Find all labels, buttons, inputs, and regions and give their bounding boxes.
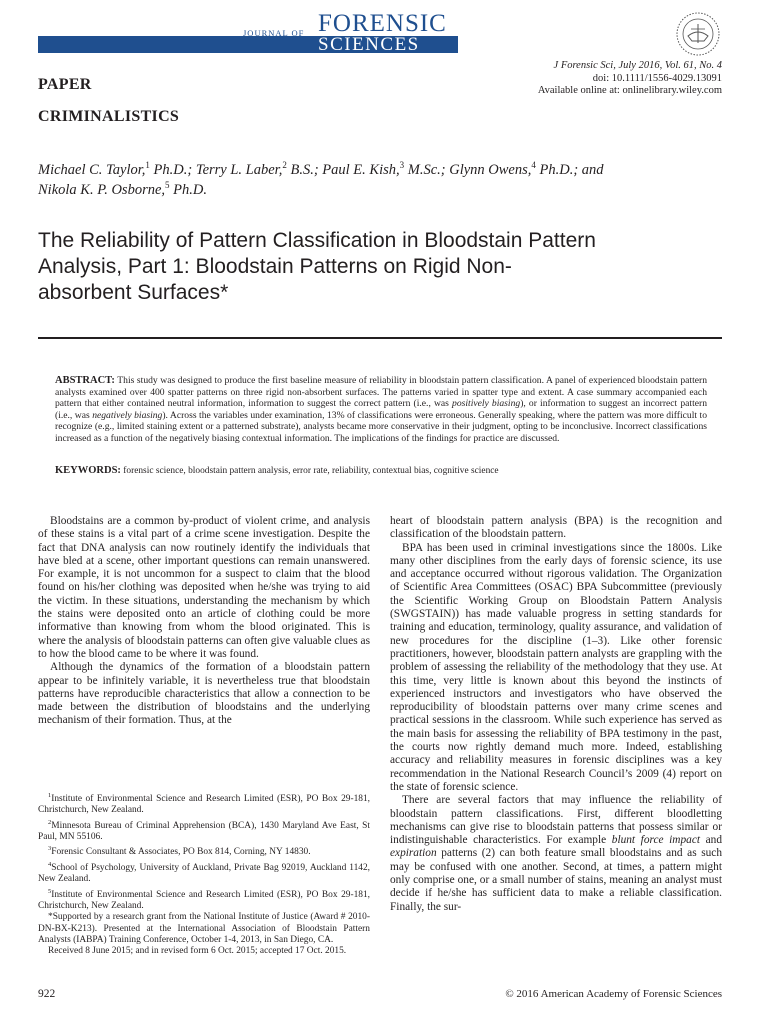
author-name: Glynn Owens, <box>449 162 532 178</box>
abstract-text: This study was designed to produce the first baseline measure of reliability in bloodstain pattern classification. A panel of experienced bloodstain pattern analysts examined over 400 spatter patterns on three rigid non-absorbent surfaces. The patterns varied in spatter type and extent. A case summary accompanied each pattern that either contained neutral information, information to suggest the correct pattern (i.e., was <box>55 375 707 410</box>
footnote-funding: *Supported by a research grant from the National Institute of Justice (Award # 2010-DN-BX-K213). Presented at the International Association of Bloodstain Pattern Analysts (IABPA) Training Conference, October 1-4, 2013, in San Diego, CA. <box>38 912 370 945</box>
author-name: Paul E. Kish, <box>322 162 400 178</box>
journal-name-prefix: JOURNAL OF <box>243 28 305 38</box>
abstract-emphasis: positively biasing <box>452 398 521 410</box>
footnote-text: Institute of Environmental Science and Research Limited (ESR), PO Box 29-181, Christchurch, New Zealand. <box>38 889 370 911</box>
online-availability: Available online at: onlinelibrary.wiley.com <box>537 85 722 96</box>
body-paragraph: BPA has been used in criminal investigations since the 1800s. Like many other disciplines from the early days of forensic science, its use and acceptance occurred without rigorous validation. The Organization of Scientific Area Committees (OSAC) BPA Subcommittee (previously the Scientific Working Group on Bloodstain Pattern Analysis (SWGSTAIN)) has made valuable progress in setting standards for training and education, terminology, quality assurance, and validation of new procedures for the discipline (1–3). Like other forensic practitioners, however, bloodstain pattern analysts are grappling with the problem of assessing the reliability of the methodology that they use. At this time, very little is known about this beyond the instincts of experienced instructors and investigators who have observed the reproducibility of bloodstain patterns over many crime scenes and practical sessions in the classroom. While such experience has served as the main basis for assessing the reliability of BPA testimony in the past, the courts now rightly demand much more. Indeed, establishing accuracy and reliability measures in forensic disciplines was a key recommendation in the National Research Council’s 2009 (4) report on the state of forensic science. <box>390 541 722 793</box>
author-degree: Ph.D.; and <box>535 162 604 178</box>
abstract-text: ). Across the variables under examination, 13% of classifications were erroneous. Generally speaking, where the pattern was more difficult to recognize (e.g., limited staining extent or a patterned substrate), analysts became more conservative in their judgment, opting to be inconclusive. Incorrect classifications increased as a function of the negatively biasing contextual information. The implications of the findings for practice are discussed. <box>55 409 707 444</box>
author-name: Terry L. Laber, <box>195 162 283 178</box>
footnote-text: School of Psychology, University of Auckland, Private Bag 92019, Auckland 1142, New Zealand. <box>38 862 370 885</box>
author-list <box>38 160 728 200</box>
body-column-left <box>38 515 370 728</box>
citation-text: J Forensic Sci, July 2016, Vol. 61, No. 4 <box>553 60 722 71</box>
author-name: Nikola K. P. Osborne, <box>38 182 166 198</box>
footnotes <box>38 790 370 957</box>
footnote-received: Received 8 June 2015; and in revised form 6 Oct. 2015; accepted 17 Oct. 2015. <box>48 946 347 957</box>
abstract <box>55 375 707 445</box>
footnote <box>38 886 370 913</box>
author-degree: M.Sc.; <box>404 162 450 178</box>
body-column-right <box>390 515 722 914</box>
author-affiliation-mark: 4 <box>531 160 536 171</box>
footnote <box>38 843 370 858</box>
title-divider <box>38 337 722 339</box>
footnote <box>38 817 370 844</box>
author-degree: B.S.; <box>286 162 323 178</box>
body-paragraph: Although the dynamics of the formation of a bloodstain pattern appear to be infinitely variable, it is nevertheless true that bloodstain patterns have reproducible characteristics that allow a connection to be made between the distribution of bloodstains and the underlying mechanism of their formation. Thus, at the <box>38 661 370 727</box>
article-title: The Reliability of Pattern Classification in Bloodstain Pattern Analysis, Part 1: Bloodstain Patterns on Rigid Non-absorbent Surfaces* <box>38 229 596 304</box>
doi-text: doi: 10.1111/1556-4029.13091 <box>592 72 722 84</box>
abstract-label: ABSTRACT: <box>55 375 115 386</box>
footnote-text: Institute of Environmental Science and Research Limited (ESR), PO Box 29-181, Christchurch, New Zealand. <box>38 794 370 816</box>
page-number: 922 <box>38 988 56 1000</box>
body-paragraph: heart of bloodstain pattern analysis (BPA) is the recognition and classification of the bloodstain pattern. <box>390 515 722 541</box>
paper-type: PAPER <box>38 76 92 93</box>
footnote-mark: 1 <box>48 792 52 799</box>
body-paragraph <box>390 794 722 914</box>
footnote-mark: 2 <box>48 818 52 826</box>
author-degree: Ph.D.; <box>149 162 196 178</box>
body-text: patterns (2) can both feature small bloodstains and as such may be confused with one another. Second, at times, a pattern might only comprise one, or a small number of stains, meaning an analyst must decide if he/she has sufficient data to make a reliable classification. Finally, the sur- <box>390 847 722 913</box>
author-affiliation-mark: 1 <box>145 160 150 171</box>
author-affiliation-mark: 3 <box>399 160 405 171</box>
keywords <box>55 465 707 477</box>
keywords-text: forensic science, bloodstain pattern analysis, error rate, reliability, contextual bias, cognitive science <box>120 466 499 476</box>
author-name: Michael C. Taylor, <box>38 162 146 178</box>
copyright-notice: © 2016 American Academy of Forensic Sciences <box>505 988 722 1000</box>
body-emphasis: blunt force impact <box>611 834 701 847</box>
abstract-emphasis: negatively biasing <box>92 409 163 421</box>
journal-name-forensic: FORENSIC <box>318 10 447 37</box>
body-paragraph: Bloodstains are a common by-product of violent crime, and analysis of these stains is a vital part of a crime scene investigation. Despite the fact that DNA analysis can now routinely identify the individuals that have bled at a scene, other important questions can remain unanswered. For example, it is not uncommon for a suspect to claim that the blood found on his/her clothing was deposited when he/she was trying to aid the victim. In these situations, understanding the mechanism by which the stains were deposited onto an article of clothing could be more informative than knowing from whom the blood originated. This is where the analysis of bloodstain patterns can often give valuable clues as to how the blood came to be where it was found. <box>38 515 370 660</box>
paper-section: CRIMINALISTICS <box>38 108 180 125</box>
citation-block <box>538 60 722 98</box>
author-affiliation-mark: 2 <box>282 160 287 171</box>
keywords-label: KEYWORDS: <box>55 465 121 476</box>
footnote-mark: 3 <box>48 845 52 853</box>
footnote-text: Forensic Consultant & Associates, PO Box 814, Corning, NY 14830. <box>51 847 311 858</box>
footnote-mark: 4 <box>48 860 52 868</box>
journal-name-sciences: SCIENCES <box>318 34 420 55</box>
author-affiliation-mark: 5 <box>165 180 170 191</box>
abstract-text: ), or information to suggest an incorrect pattern (i.e., was <box>55 398 707 421</box>
footnote-text: Minnesota Bureau of Criminal Apprehension (BCA), 1430 Maryland Ave East, St Paul, MN 55106. <box>38 820 370 843</box>
author-degree: Ph.D. <box>169 182 207 198</box>
body-text: There are several factors that may influence the reliability of bloodstain pattern classifications. First, different bloodletting mechanisms can give rise to bloodstain patterns that possess similar or indistinguishable characteristics. For example <box>390 794 722 847</box>
body-emphasis: expiration <box>390 847 437 860</box>
footnote-mark: 5 <box>48 887 52 895</box>
academy-seal-icon <box>674 10 722 58</box>
footnote <box>38 790 370 817</box>
body-text: and <box>700 834 722 847</box>
footnote <box>38 859 370 886</box>
